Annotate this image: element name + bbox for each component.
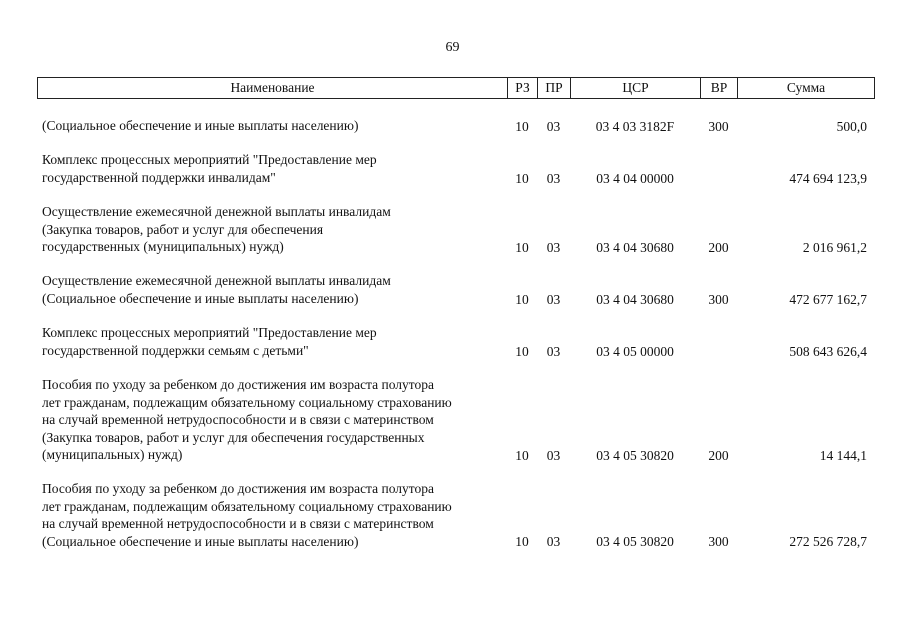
row-rz: 10 bbox=[515, 170, 529, 186]
table-header bbox=[37, 77, 875, 99]
row-rz: 10 bbox=[515, 533, 529, 549]
row-pr: 03 bbox=[546, 239, 561, 255]
row-pr: 03 bbox=[546, 170, 561, 186]
row-vr: 200 bbox=[708, 447, 729, 463]
column-header-name: Наименование bbox=[38, 78, 508, 98]
column-header-sum: Сумма bbox=[786, 80, 826, 95]
row-pr: 03 bbox=[546, 291, 561, 307]
table-row bbox=[37, 203, 875, 256]
row-rz: 10 bbox=[515, 343, 529, 359]
column-header-vr: ВР bbox=[701, 78, 738, 98]
table-row bbox=[37, 324, 875, 360]
row-vr: 200 bbox=[708, 239, 729, 255]
row-pr: 03 bbox=[546, 118, 561, 134]
column-header-rz: РЗ bbox=[508, 78, 538, 98]
column-header-csr: ЦСР bbox=[571, 78, 701, 98]
row-sum: 474 694 123,9 bbox=[789, 170, 867, 186]
row-sum: 2 016 961,2 bbox=[802, 239, 867, 255]
row-vr: 300 bbox=[708, 533, 729, 549]
row-name: Осуществление ежемесячной денежной выплаты инвалидам (Социальное обеспечение и иные выплаты населению) bbox=[42, 273, 391, 306]
row-sum: 508 643 626,4 bbox=[789, 343, 867, 359]
row-vr: 300 bbox=[708, 118, 729, 134]
row-pr: 03 bbox=[546, 533, 561, 549]
row-csr: 03 4 05 00000 bbox=[596, 343, 674, 359]
row-pr: 03 bbox=[546, 447, 561, 463]
row-name: Комплекс процессных мероприятий "Предоставление мер государственной поддержки инвалидам" bbox=[42, 152, 377, 185]
row-name: (Социальное обеспечение и иные выплаты населению) bbox=[42, 118, 359, 133]
table-row bbox=[37, 480, 875, 550]
row-pr: 03 bbox=[546, 343, 561, 359]
row-name: Комплекс процессных мероприятий "Предоставление мер государственной поддержки семьям с детьми" bbox=[42, 325, 377, 358]
column-header-pr: ПР bbox=[538, 78, 571, 98]
row-sum: 500,0 bbox=[836, 118, 867, 134]
row-name: Пособия по уходу за ребенком до достижения им возраста полутора лет гражданам, подлежащим обязательному социальному страхованию на случай временной нетрудоспособности и в связи с материнством (Социальное обеспечение и иные выплаты населению) bbox=[42, 481, 452, 549]
row-csr: 03 4 03 3182F bbox=[595, 118, 675, 134]
row-name: Осуществление ежемесячной денежной выплаты инвалидам (Закупка товаров, работ и услуг для обеспечения государственных (муниципальных) нужд) bbox=[42, 204, 391, 254]
row-csr: 03 4 04 30680 bbox=[596, 239, 674, 255]
table-row bbox=[37, 376, 875, 464]
row-csr: 03 4 05 30820 bbox=[596, 533, 674, 549]
row-csr: 03 4 04 30680 bbox=[596, 291, 674, 307]
table-row bbox=[37, 117, 875, 135]
table-row bbox=[37, 272, 875, 308]
row-sum: 272 526 728,7 bbox=[789, 533, 867, 549]
row-rz: 10 bbox=[515, 118, 529, 134]
row-name: Пособия по уходу за ребенком до достижения им возраста полутора лет гражданам, подлежащим обязательному социальному страхованию на случай временной нетрудоспособности и в связи с материнством (Закупка товаров, работ и услуг для обеспечения государственных (муниципальных) нужд) bbox=[42, 377, 452, 462]
row-rz: 10 bbox=[515, 239, 529, 255]
row-rz: 10 bbox=[515, 291, 529, 307]
row-rz: 10 bbox=[515, 447, 529, 463]
row-sum: 472 677 162,7 bbox=[789, 291, 867, 307]
row-sum: 14 144,1 bbox=[819, 447, 867, 463]
page-number: 69 bbox=[445, 40, 460, 55]
row-csr: 03 4 05 30820 bbox=[596, 447, 674, 463]
row-csr: 03 4 04 00000 bbox=[596, 170, 674, 186]
row-vr: 300 bbox=[708, 291, 729, 307]
table-row bbox=[37, 151, 875, 187]
